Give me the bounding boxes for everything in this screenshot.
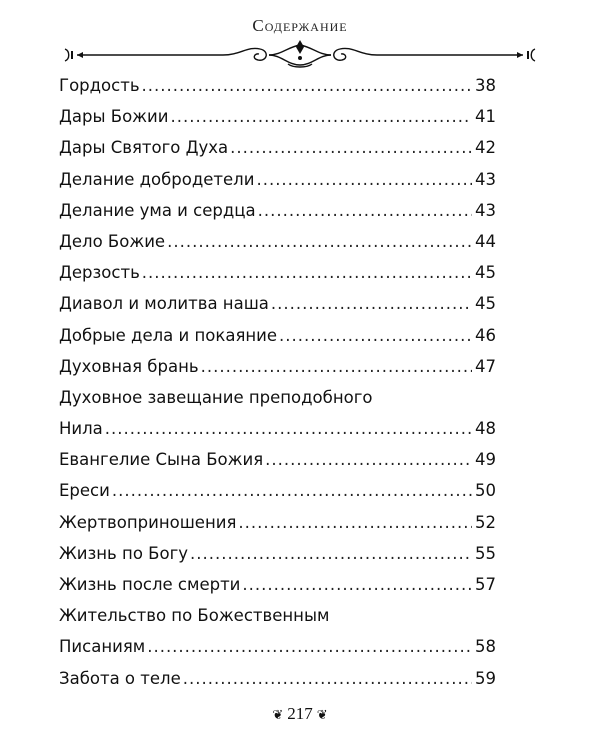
toc-leader-dots [242, 569, 472, 600]
toc-leader-dots [279, 320, 472, 351]
toc-entry-page: 58 [475, 637, 496, 657]
toc-entry-page: 49 [475, 450, 496, 470]
toc-entry-page: 41 [475, 107, 496, 127]
toc-leader-dots [256, 164, 472, 195]
toc-leader-dots [147, 631, 472, 662]
page-title: Содержание [252, 16, 348, 35]
toc-entry-title: Забота о теле [59, 668, 181, 688]
toc-entry [59, 444, 496, 475]
toc-entry-title: Духовное завещание преподобного [59, 387, 373, 407]
toc-leader-dots [105, 413, 472, 444]
toc-entry-page: 48 [475, 419, 496, 439]
toc-entry [59, 226, 496, 257]
toc-entry-title: Делание добродетели [59, 169, 255, 189]
toc-entry-title: Дерзость [59, 263, 140, 283]
toc-entry-page: 43 [475, 200, 496, 220]
toc-entry [59, 164, 496, 195]
toc-entry-page: 57 [475, 575, 496, 594]
toc-entry [59, 101, 496, 132]
toc-entry-page: 38 [475, 76, 496, 95]
fleuron-right-icon: ❦ [316, 707, 328, 722]
toc-entry-title: Добрые дела и покаяние [59, 325, 278, 345]
toc-entry [59, 320, 496, 351]
toc-entry-title: Жизнь после смерти [59, 575, 241, 594]
toc-entry-first-line [59, 600, 496, 631]
toc-entry-page: 42 [475, 138, 496, 158]
toc-leader-dots [201, 351, 472, 382]
toc-entry [59, 195, 496, 226]
toc-entry-first-line [59, 382, 496, 413]
toc-entry-title: Дары Святого Духа [59, 138, 229, 158]
toc-leader-dots [142, 257, 472, 288]
toc-leader-dots [170, 101, 472, 132]
toc-entry-title: Гордость [59, 76, 140, 95]
toc-entry-page: 44 [475, 231, 496, 251]
toc-entry-title: Ереси [59, 481, 110, 501]
toc-entry-page: 52 [475, 512, 496, 532]
table-of-contents [59, 70, 496, 694]
toc-entry [59, 257, 496, 288]
toc-entry-page: 59 [475, 668, 496, 688]
toc-leader-dots [167, 226, 472, 257]
toc-entry-title: Жизнь по Богу [59, 543, 189, 563]
toc-leader-dots [190, 538, 472, 569]
toc-entry [59, 132, 496, 163]
toc-leader-dots [230, 132, 472, 163]
toc-entry [59, 413, 496, 444]
toc-entry [59, 538, 496, 569]
toc-entry [59, 569, 496, 600]
toc-leader-dots [142, 70, 472, 101]
toc-entry-page: 55 [475, 543, 496, 563]
toc-entry-title: Диавол и молитва наша [59, 294, 269, 314]
toc-entry-page: 50 [475, 481, 496, 501]
toc-entry-page: 45 [475, 294, 496, 314]
toc-entry-page: 45 [475, 263, 496, 283]
toc-entry [59, 507, 496, 538]
toc-leader-dots [258, 195, 472, 226]
toc-entry [59, 631, 496, 662]
toc-entry-page: 43 [475, 169, 496, 189]
toc-entry-title: Делание ума и сердца [59, 200, 256, 220]
toc-entry-title: Жертвоприношения [59, 512, 237, 532]
toc-leader-dots [271, 288, 472, 319]
toc-entry-title: Евангелие Сына Божия [59, 450, 264, 470]
toc-entry-title: Жительство по Божественным [59, 606, 330, 626]
toc-entry-page: 46 [475, 325, 496, 345]
toc-leader-dots [112, 475, 472, 506]
toc-entry [59, 70, 496, 101]
toc-leader-dots [183, 663, 472, 694]
page-number-footer [0, 704, 600, 724]
fleuron-left-icon: ❦ [272, 707, 284, 722]
toc-entry [59, 351, 496, 382]
toc-entry-title: Нила [59, 419, 103, 439]
scroll-ornament-icon [55, 38, 545, 72]
toc-entry-title: Дело Божие [59, 231, 166, 251]
toc-entry-title: Писаниям [59, 637, 146, 657]
toc-entry [59, 663, 496, 694]
toc-entry-title: Дары Божии [59, 107, 169, 127]
toc-leader-dots [238, 507, 472, 538]
toc-leader-dots [265, 444, 472, 475]
page-number: 217 [287, 704, 313, 723]
toc-entry [59, 475, 496, 506]
toc-entry-page: 47 [475, 356, 496, 376]
toc-entry-title: Духовная брань [59, 356, 199, 376]
toc-entry [59, 288, 496, 319]
